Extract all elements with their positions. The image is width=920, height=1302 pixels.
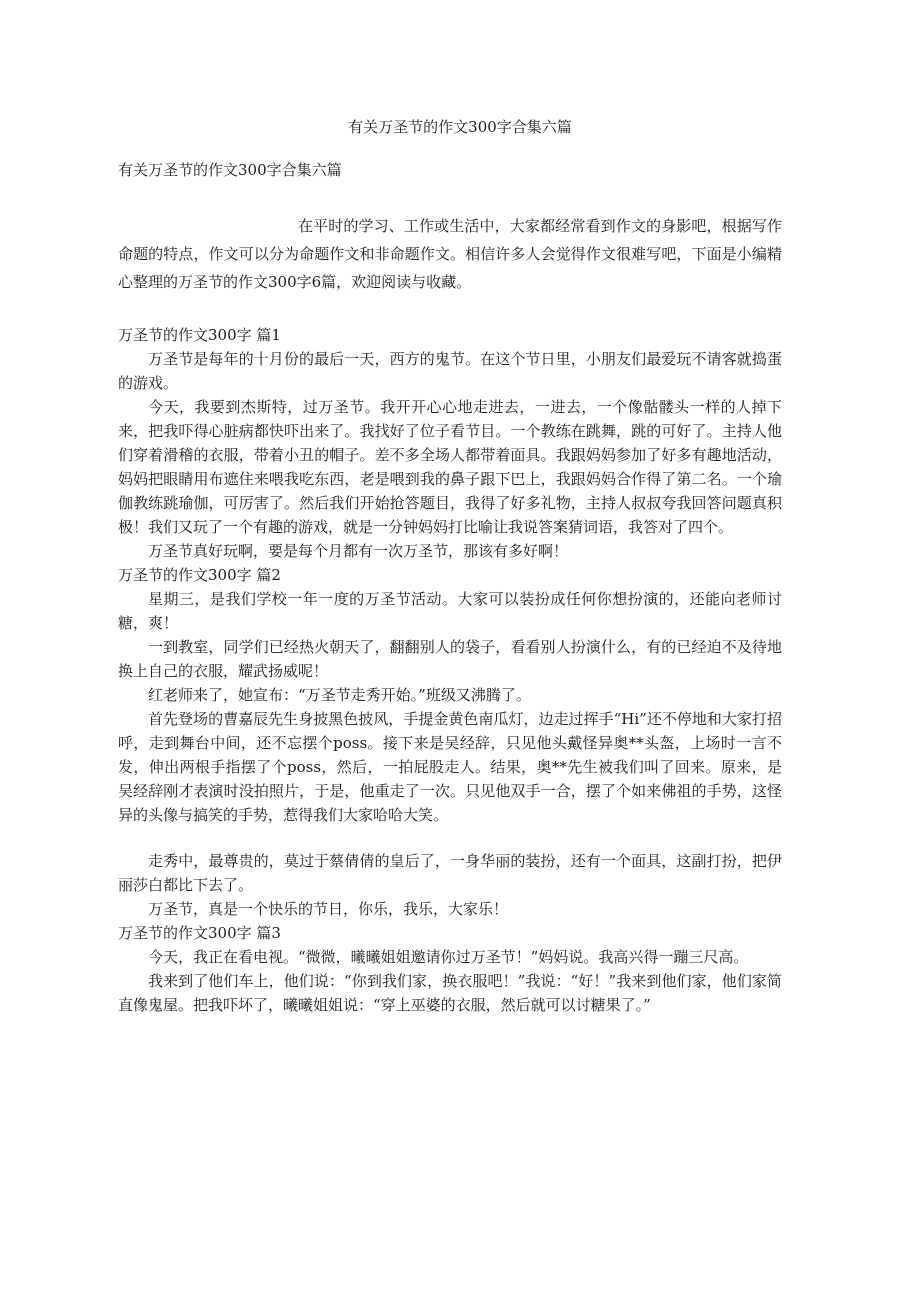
paragraph-spacer (118, 827, 782, 849)
section-1 (118, 323, 782, 563)
paragraph: 今天，我正在看电视。“微微，曦曦姐姐邀请你过万圣节！”妈妈说。我高兴得一蹦三尺高。 (148, 948, 749, 966)
paragraph: 万圣节，真是一个快乐的节日，你乐，我乐，大家乐！ (148, 900, 509, 918)
intro-paragraph: 在平时的学习、工作或生活中，大家都经常看到作文的身影吧，根据写作命题的特点，作文可以分为命题作文和非命题作文。相信许多人会觉得作文很难写吧，下面是小编精心整理的万圣节的作文300字6篇，欢迎阅读与收藏。 (118, 217, 782, 291)
section-3 (118, 921, 782, 1017)
paragraph: 红老师来了，她宣布：“万圣节走秀开始。”班级又沸腾了。 (148, 686, 531, 704)
section-heading: 万圣节的作文300字 篇1 (118, 326, 281, 344)
paragraph: 我来到了他们车上，他们说：“你到我们家，换衣服吧！”我说：“好！”我来到他们家，他们家简直像鬼屋。把我吓坏了，曦曦姐姐说：“穿上巫婆的衣服，然后就可以讨糖果了。” (118, 972, 782, 1014)
paragraph: 走秀中，最尊贵的，莫过于蔡倩倩的皇后了，一身华丽的装扮，还有一个面具，这副打扮，把伊丽莎白都比下去了。 (118, 852, 782, 894)
document-body (118, 323, 782, 1017)
paragraph: 今天，我要到杰斯特，过万圣节。我开开心心地走进去，一进去，一个像骷髅头一样的人掉下来，把我吓得心脏病都快吓出来了。我找好了位子看节目。一个教练在跳舞，跳的可好了。主持人他们穿着滑稽的衣服，带着小丑的帽子。差不多全场人都带着面具。我跟妈妈参加了好多有趣地活动，妈妈把眼睛用布遮住来喂我吃东西，老是喂到我的鼻子跟下巴上，我跟妈妈合作得了第二名。一个瑜伽教练跳瑜伽，可厉害了。然后我们开始抢答题目，我得了好多礼物，主持人叔叔夸我回答问题真积极！我们又玩了一个有趣的游戏，就是一分钟妈妈打比喻让我说答案猜词语，我答对了四个。 (118, 398, 782, 536)
paragraph: 万圣节真好玩啊，要是每个月都有一次万圣节，那该有多好啊！ (148, 542, 569, 560)
section-heading: 万圣节的作文300字 篇2 (118, 566, 281, 584)
document-subtitle: 有关万圣节的作文300字合集六篇 (118, 161, 342, 179)
paragraph: 万圣节是每年的十月份的最后一天，西方的鬼节。在这个节日里，小朋友们最爱玩不请客就捣蛋的游戏。 (118, 350, 782, 392)
paragraph: 星期三，是我们学校一年一度的万圣节活动。大家可以装扮成任何你想扮演的，还能向老师讨糖，爽！ (118, 590, 782, 632)
section-heading: 万圣节的作文300字 篇3 (118, 924, 281, 942)
section-2 (118, 563, 782, 921)
paragraph: 首先登场的曹嘉辰先生身披黑色披风，手提金黄色南瓜灯，边走过挥手“Hi”还不停地和大家打招呼，走到舞台中间，还不忘摆个poss。接下来是吴经辞，只见他头戴怪异奥**头盔，上场时一言不发，伸出两根手指摆了个poss，然后，一拍屁股走人。结果，奥**先生被我们叫了回来。原来，是吴经辞刚才表演时没拍照片，于是，他重走了一次。只见他双手一合，摆了个如来佛祖的手势，这怪异的头像与搞笑的手势，惹得我们大家哈哈大笑。 (118, 710, 782, 824)
document-title: 有关万圣节的作文300字合集六篇 (348, 118, 572, 136)
paragraph: 一到教室，同学们已经热火朝天了，翻翻别人的袋子，看看别人扮演什么，有的已经迫不及待地换上自己的衣服，耀武扬威呢！ (118, 638, 782, 680)
